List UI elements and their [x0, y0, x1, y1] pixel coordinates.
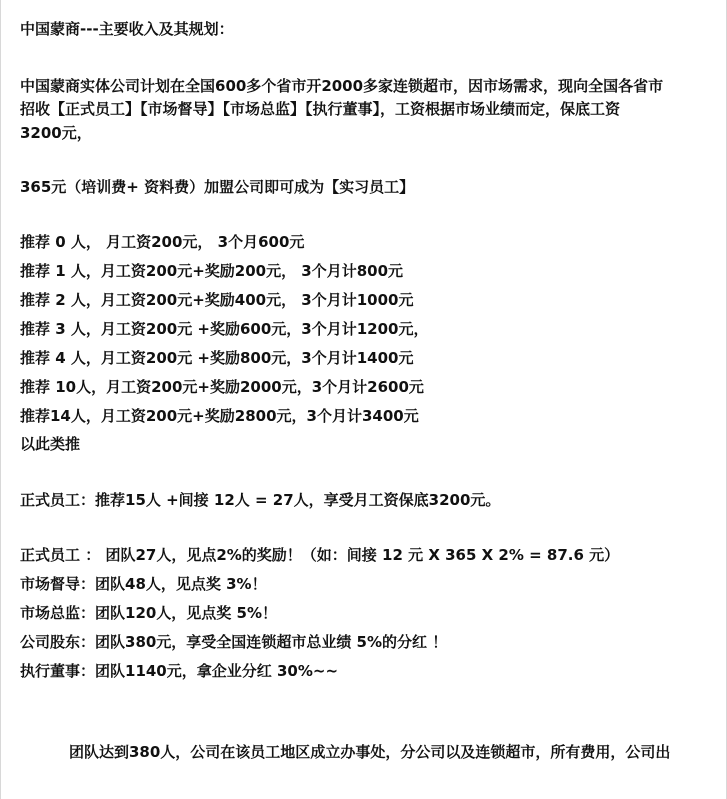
referral-line: 推荐 0 人， 月工资200元， 3个月600元: [20, 233, 305, 251]
rank-line: 执行董事：团队1140元，拿企业分红 30%~~: [20, 662, 339, 680]
intro-line-3: 3200元，: [20, 124, 92, 142]
referral-line: 推荐 1 人，月工资200元+奖励200元， 3个月计800元: [20, 262, 404, 280]
footer-text: 团队达到380人，公司在该员工地区成立办事处，分公司以及连锁超市，所有费用，公司出: [69, 743, 671, 761]
rank-line: 公司股东：团队380元，享受全国连锁超市总业绩 5%的分红 ！: [20, 633, 448, 651]
document-title: 中国蒙商---主要收入及其规划：: [20, 20, 234, 38]
join-text: 365元（培训费+ 资料费）加盟公司即可成为【实习员工】: [20, 178, 415, 196]
rank-line: 市场总监：团队120人，见点奖 5%！: [20, 604, 278, 622]
referral-line: 推荐 10人，月工资200元+奖励2000元，3个月计2600元: [20, 378, 424, 396]
rank-line: 正式员工 ： 团队27人，见点2%的奖励！（如：间接 12 元 X 365 X 2% = 87.6 元）: [20, 546, 620, 564]
intro-line-2: 招收【正式员工】【市场督导】【市场总监】【执行董事】，工资根据市场业绩而定，保底工资: [20, 100, 621, 118]
referral-line: 推荐 4 人，月工资200元 +奖励800元，3个月计1400元: [20, 349, 414, 367]
intro-line-1: 中国蒙商实体公司计划在全国600多个省市开2000多家连锁超市，因市场需求，现向全国各省市: [20, 77, 664, 95]
referral-line: 以此类推: [20, 435, 81, 453]
formal-employee-text: 正式员工：推荐15人 +间接 12人 = 27人，享受月工资保底3200元。: [20, 491, 501, 509]
referral-line: 推荐 2 人，月工资200元+奖励400元， 3个月计1000元: [20, 291, 414, 309]
rank-line: 市场督导：团队48人，见点奖 3%！: [20, 575, 267, 593]
referral-line: 推荐14人，月工资200元+奖励2800元，3个月计3400元: [20, 407, 419, 425]
referral-line: 推荐 3 人，月工资200元 +奖励600元，3个月计1200元，: [20, 320, 429, 338]
